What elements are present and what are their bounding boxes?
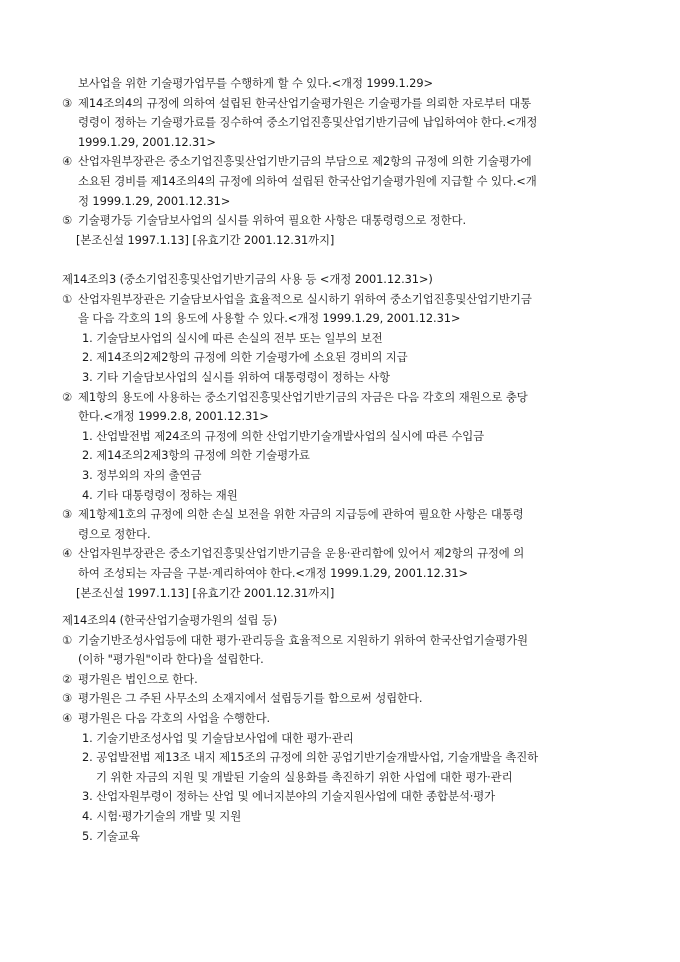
- paragraph-marker: ④: [62, 154, 73, 169]
- subitem: 1. 산업발전법 제24조의 규정에 의한 산업기반기술개발사업의 실시에 따른 수입금: [82, 428, 485, 443]
- paragraph-text: 하여 조성되는 자금을 구분·계리하여야 한다.<개정 1999.1.29, 2001.12.31>: [78, 565, 468, 580]
- subitem: 2. 제14조의2제3항의 규정에 의한 기술평가료: [82, 448, 310, 463]
- paragraph-3: [0, 689, 680, 709]
- subitem: 1. 기술담보사업의 실시에 따른 손실의 전부 또는 일부의 보전: [82, 330, 383, 345]
- paragraph-4: [0, 152, 680, 211]
- paragraph-text: 평가원은 법인으로 한다.: [78, 671, 198, 686]
- subitem: 4. 기타 대통령령이 정하는 재원: [82, 487, 238, 502]
- paragraph-2: [0, 670, 680, 690]
- paragraph-marker: ①: [62, 632, 73, 647]
- article-title: 제14조의3 (중소기업진흥및산업기반기금의 사용 등 <개정 2001.12.31>): [62, 272, 433, 286]
- article-tag: [본조신설 1997.1.13] [유효기간 2001.12.31까지]: [76, 232, 335, 247]
- paragraph-4: [0, 544, 680, 583]
- paragraph-text: 을 다음 각호의 1의 용도에 사용할 수 있다.<개정 1999.1.29, 2001.12.31>: [78, 311, 461, 326]
- paragraph-marker: ③: [62, 95, 73, 110]
- subitem-continuation: 기 위한 자금의 지원 및 개발된 기술의 실용화를 촉진하기 위한 사업에 대한 평가·관리: [96, 769, 513, 784]
- subitem: 4. 시험·평가기술의 개발 및 지원: [82, 808, 242, 823]
- paragraph-text: 산업자원부장관은 중소기업진흥및산업기반기금의 부담으로 제2항의 규정에 의한 기술평가에: [78, 154, 532, 169]
- paragraph-marker: ⑤: [62, 213, 73, 228]
- paragraph-text: 령령이 정하는 기술평가료를 징수하여 중소기업진흥및산업기반기금에 납입하여야 한다.<개정: [78, 115, 538, 130]
- subitem: 2. 공업발전법 제13조 내지 제15조의 규정에 의한 공업기반기술개발사업, 기술개발을 촉진하: [82, 750, 539, 765]
- paragraph-1: [0, 290, 680, 329]
- article-14-4: [0, 611, 680, 846]
- continuation-line: 보사업을 위한 기술평가업무를 수행하게 할 수 있다.<개정 1999.1.29>: [78, 76, 433, 90]
- paragraph-text: 소요된 경비를 제14조의4의 규정에 의하여 설립된 한국산업기술평가원에 지급할 수 있다.<개: [78, 173, 537, 188]
- paragraph-text: 한다.<개정 1999.2.8, 2001.12.31>: [78, 409, 269, 424]
- paragraph-text: (이하 "평가원"이라 한다)을 설립한다.: [78, 652, 264, 667]
- subitem: 2. 제14조의2제2항의 규정에 의한 기술평가에 소요된 경비의 지급: [82, 350, 408, 365]
- paragraph-text: 제1항의 용도에 사용하는 중소기업진흥및산업기반기금의 자금은 다음 각호의 재원으로 충당: [78, 389, 528, 404]
- subitem: 1. 기술기반조성사업 및 기술담보사업에 대한 평가·관리: [82, 730, 354, 745]
- paragraph-marker: ④: [62, 546, 73, 561]
- paragraph-4: [0, 709, 680, 729]
- paragraph-3: [0, 94, 680, 153]
- subitem: 3. 기타 기술담보사업의 실시를 위하여 대통령령이 정하는 사항: [82, 369, 390, 384]
- paragraph-text: 령으로 정한다.: [78, 526, 151, 541]
- paragraph-marker: ②: [62, 389, 73, 404]
- paragraph-marker: ①: [62, 291, 73, 306]
- subitem: 5. 기술교육: [82, 828, 140, 843]
- paragraph-text: 기술평가등 기술담보사업의 실시를 위하여 필요한 사항은 대통령령으로 정한다.: [78, 213, 466, 228]
- subitem: 3. 정부외의 자의 출연금: [82, 467, 202, 482]
- article-14-3: [0, 270, 680, 603]
- paragraph-marker: ③: [62, 507, 73, 522]
- paragraph-5: [0, 211, 680, 231]
- paragraph-text: 기술기반조성사업등에 대한 평가·관리등을 효율적으로 지원하기 위하여 한국산업기술평가원: [78, 632, 528, 647]
- paragraph-marker: ③: [62, 691, 73, 706]
- article-title: 제14조의4 (한국산업기술평가원의 설립 등): [62, 613, 278, 627]
- paragraph-text: 1999.1.29, 2001.12.31>: [78, 134, 216, 149]
- paragraph-text: 평가원은 그 주된 사무소의 소재지에서 설립등기를 함으로써 성립한다.: [78, 691, 423, 706]
- paragraph-text: 제1항제1호의 규정에 의한 손실 보전을 위한 자금의 지급등에 관하여 필요한 사항은 대통령: [78, 507, 524, 522]
- paragraph-1: [0, 631, 680, 670]
- paragraph-text: 정 1999.1.29, 2001.12.31>: [78, 193, 231, 208]
- paragraph-text: 산업자원부장관은 중소기업진흥및산업기반기금을 운용·관리함에 있어서 제2항의 규정에 의: [78, 546, 525, 561]
- paragraph-marker: ④: [62, 710, 73, 725]
- paragraph-text: 평가원은 다음 각호의 사업을 수행한다.: [78, 710, 271, 725]
- paragraph-marker: ②: [62, 671, 73, 686]
- paragraph-text: 제14조의4의 규정에 의하여 설립된 한국산업기술평가원은 기술평가를 의뢰한 자로부터 대통: [78, 95, 532, 110]
- paragraph-text: 산업자원부장관은 기술담보사업을 효율적으로 실시하기 위하여 중소기업진흥및산업기반기금: [78, 291, 532, 306]
- previous-article-continuation: [0, 74, 680, 250]
- paragraph-2: [0, 388, 680, 427]
- article-tag: [본조신설 1997.1.13] [유효기간 2001.12.31까지]: [76, 585, 335, 600]
- paragraph-3: [0, 505, 680, 544]
- subitem: 3. 산업자원부령이 정하는 산업 및 에너지분야의 기술지원사업에 대한 종합분석·평가: [82, 789, 496, 804]
